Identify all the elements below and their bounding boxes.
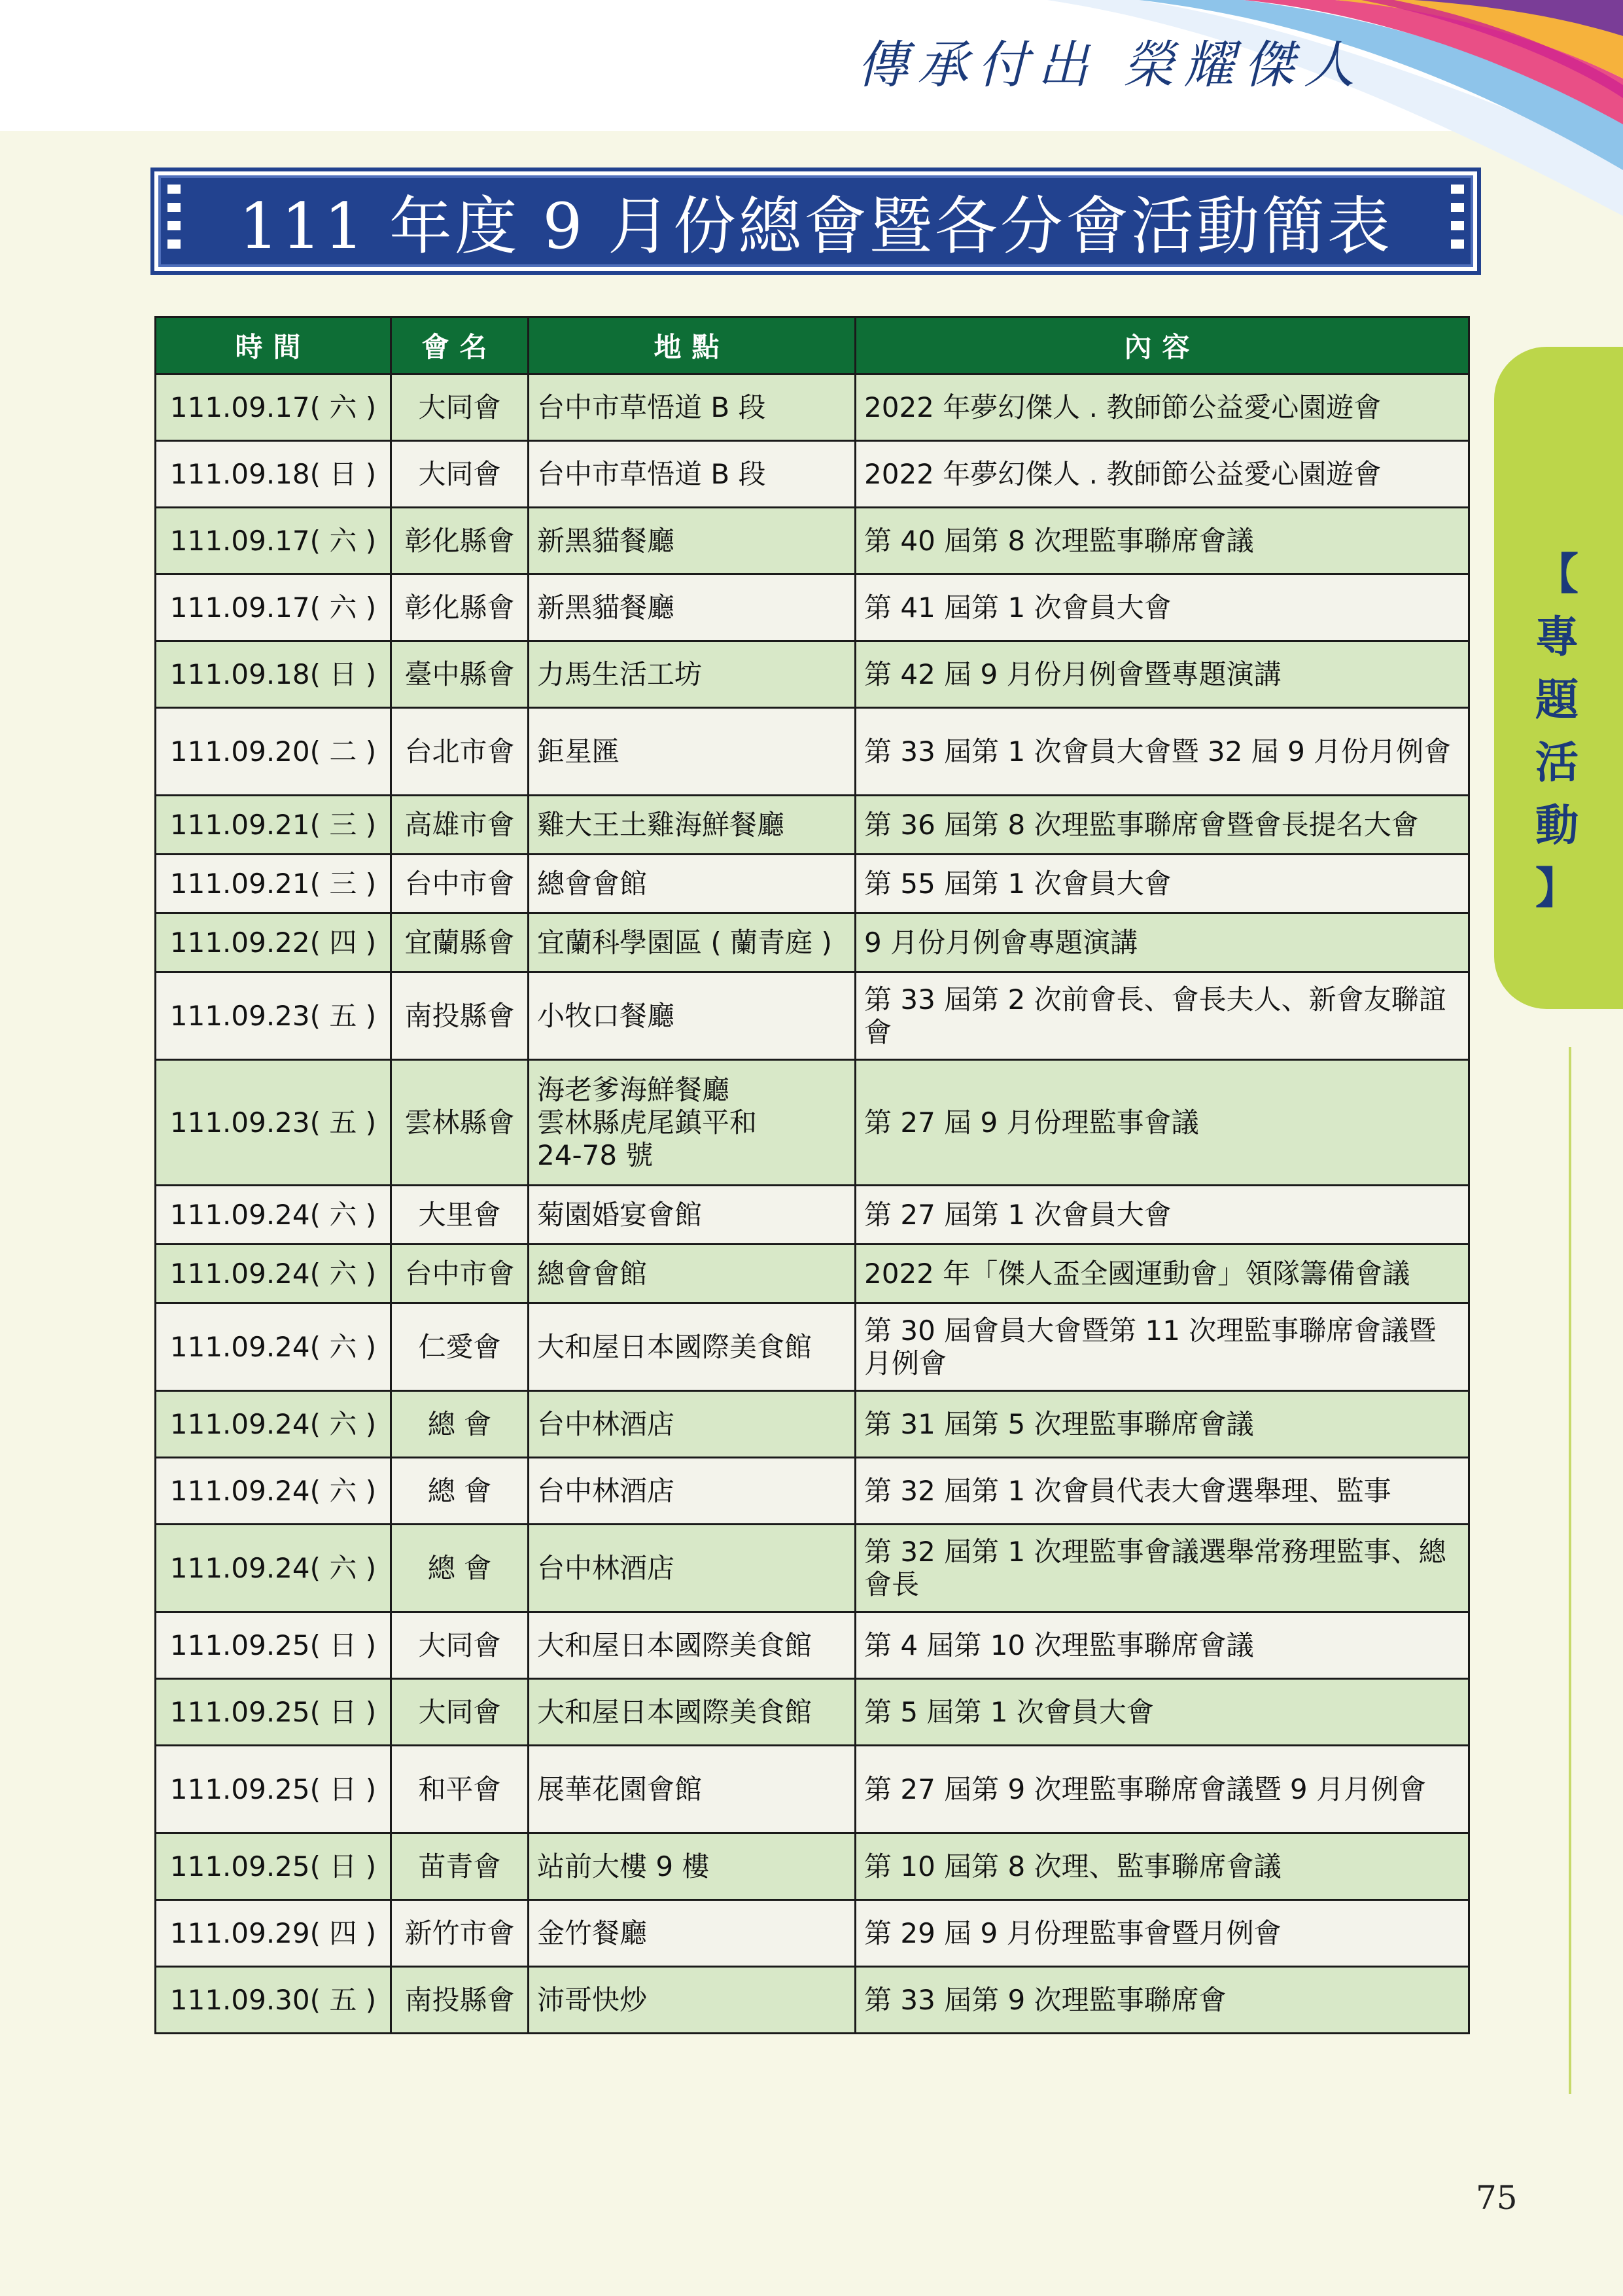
cell-club: 和平會 [391, 1746, 529, 1833]
cell-location: 力馬生活工坊 [529, 641, 856, 708]
cell-content: 2022 年「傑人盃全國運動會」領隊籌備會議 [856, 1245, 1469, 1303]
table-row [156, 1303, 1469, 1391]
cell-club: 大同會 [391, 374, 529, 441]
cell-content: 第 32 屆第 1 次理監事會議選舉常務理監事、總會長 [856, 1525, 1469, 1612]
cell-date: 111.09.25( 日 ) [156, 1612, 391, 1679]
cell-club: 南投縣會 [391, 1967, 529, 2034]
cell-club: 仁愛會 [391, 1303, 529, 1391]
header-club: 會名 [391, 317, 529, 374]
table-row [156, 1900, 1469, 1967]
cell-location: 台中市草悟道 B 段 [529, 374, 856, 441]
cell-club: 大同會 [391, 1612, 529, 1679]
cell-date: 111.09.23( 五 ) [156, 972, 391, 1060]
slogan: 傳承付出 榮耀傑人 [857, 36, 1364, 95]
cell-location: 小牧口餐廳 [529, 972, 856, 1060]
table-row [156, 1679, 1469, 1746]
cell-club: 苗青會 [391, 1833, 529, 1900]
cell-club: 雲林縣會 [391, 1060, 529, 1186]
cell-date: 111.09.24( 六 ) [156, 1303, 391, 1391]
cell-location: 站前大樓 9 樓 [529, 1833, 856, 1900]
table-row [156, 1186, 1469, 1245]
cell-date: 111.09.25( 日 ) [156, 1833, 391, 1900]
cell-location: 菊園婚宴會館 [529, 1186, 856, 1245]
table-row [156, 1458, 1469, 1525]
cell-location: 大和屋日本國際美食館 [529, 1303, 856, 1391]
cell-date: 111.09.23( 五 ) [156, 1060, 391, 1186]
cell-date: 111.09.21( 三 ) [156, 796, 391, 855]
cell-club: 總 會 [391, 1458, 529, 1525]
cell-location: 總會會館 [529, 855, 856, 913]
cell-club: 高雄市會 [391, 796, 529, 855]
table-row [156, 641, 1469, 708]
table-row [156, 374, 1469, 441]
cell-location: 雞大王土雞海鮮餐廳 [529, 796, 856, 855]
table-row [156, 1525, 1469, 1612]
table-row [156, 972, 1469, 1060]
cell-date: 111.09.18( 日 ) [156, 441, 391, 508]
cell-date: 111.09.17( 六 ) [156, 508, 391, 574]
cell-date: 111.09.20( 二 ) [156, 708, 391, 796]
cell-club: 台中市會 [391, 1245, 529, 1303]
cell-content: 第 4 屆第 10 次理監事聯席會議 [856, 1612, 1469, 1679]
cell-location: 新黑貓餐廳 [529, 508, 856, 574]
table-row [156, 913, 1469, 972]
cell-content: 第 33 屆第 9 次理監事聯席會 [856, 1967, 1469, 2034]
cell-content: 第 32 屆第 1 次會員代表大會選舉理、監事 [856, 1458, 1469, 1525]
table-row [156, 441, 1469, 508]
cell-club: 總 會 [391, 1525, 529, 1612]
cell-location: 大和屋日本國際美食館 [529, 1612, 856, 1679]
cell-content: 第 27 屆第 9 次理監事聯席會議暨 9 月月例會 [856, 1746, 1469, 1833]
table-row [156, 1746, 1469, 1833]
cell-content: 第 27 屆第 1 次會員大會 [856, 1186, 1469, 1245]
table-row [156, 1245, 1469, 1303]
cell-date: 111.09.24( 六 ) [156, 1458, 391, 1525]
cell-date: 111.09.21( 三 ) [156, 855, 391, 913]
cell-location: 台中林酒店 [529, 1391, 856, 1458]
header-location: 地點 [529, 317, 856, 374]
cell-club: 台北市會 [391, 708, 529, 796]
cell-club: 大同會 [391, 1679, 529, 1746]
cell-date: 111.09.25( 日 ) [156, 1679, 391, 1746]
cell-date: 111.09.17( 六 ) [156, 574, 391, 641]
cell-club: 臺中縣會 [391, 641, 529, 708]
cell-content: 第 29 屆 9 月份理監事會暨月例會 [856, 1900, 1469, 1967]
cell-club: 大里會 [391, 1186, 529, 1245]
activity-table [154, 316, 1470, 2034]
cell-content: 第 10 屆第 8 次理、監事聯席會議 [856, 1833, 1469, 1900]
table-row [156, 1833, 1469, 1900]
cell-date: 111.09.22( 四 ) [156, 913, 391, 972]
cell-date: 111.09.29( 四 ) [156, 1900, 391, 1967]
cell-location: 海老爹海鮮餐廳 雲林縣虎尾鎮平和 24-78 號 [529, 1060, 856, 1186]
cell-date: 111.09.17( 六 ) [156, 374, 391, 441]
cell-location: 鉅星匯 [529, 708, 856, 796]
cell-location: 宜蘭科學園區 ( 蘭青庭 ) [529, 913, 856, 972]
cell-date: 111.09.18( 日 ) [156, 641, 391, 708]
side-rule [1569, 1047, 1571, 2094]
cell-location: 台中市草悟道 B 段 [529, 441, 856, 508]
cell-content: 第 55 屆第 1 次會員大會 [856, 855, 1469, 913]
cell-content: 第 5 屆第 1 次會員大會 [856, 1679, 1469, 1746]
cell-date: 111.09.24( 六 ) [156, 1391, 391, 1458]
side-tab-label: 【 專 題 活 動 】 [1535, 549, 1579, 913]
cell-content: 第 36 屆第 8 次理監事聯席會暨會長提名大會 [856, 796, 1469, 855]
table-row [156, 708, 1469, 796]
cell-content: 9 月份月例會專題演講 [856, 913, 1469, 972]
cell-club: 南投縣會 [391, 972, 529, 1060]
cell-date: 111.09.24( 六 ) [156, 1245, 391, 1303]
cell-club: 彰化縣會 [391, 508, 529, 574]
table-row [156, 1967, 1469, 2034]
title-banner [154, 171, 1477, 271]
header-content: 內容 [856, 317, 1469, 374]
cell-content: 第 33 屆第 1 次會員大會暨 32 屆 9 月份月例會 [856, 708, 1469, 796]
cell-content: 2022 年夢幻傑人 . 教師節公益愛心園遊會 [856, 441, 1469, 508]
cell-content: 第 27 屆 9 月份理監事會議 [856, 1060, 1469, 1186]
cell-location: 台中林酒店 [529, 1525, 856, 1612]
page-number: 75 [1476, 2179, 1518, 2217]
header-time: 時間 [156, 317, 391, 374]
cell-date: 111.09.30( 五 ) [156, 1967, 391, 2034]
cell-content: 第 31 屆第 5 次理監事聯席會議 [856, 1391, 1469, 1458]
cell-location: 總會會館 [529, 1245, 856, 1303]
cell-club: 大同會 [391, 441, 529, 508]
cell-club: 彰化縣會 [391, 574, 529, 641]
cell-location: 大和屋日本國際美食館 [529, 1679, 856, 1746]
cell-content: 第 40 屆第 8 次理監事聯席會議 [856, 508, 1469, 574]
cell-content: 第 30 屆會員大會暨第 11 次理監事聯席會議暨月例會 [856, 1303, 1469, 1391]
cell-location: 台中林酒店 [529, 1458, 856, 1525]
table-row [156, 508, 1469, 574]
cell-location: 沛哥快炒 [529, 1967, 856, 2034]
cell-content: 第 33 屆第 2 次前會長、會長夫人、新會友聯誼會 [856, 972, 1469, 1060]
table-header-row [156, 317, 1469, 374]
cell-date: 111.09.25( 日 ) [156, 1746, 391, 1833]
cell-club: 新竹市會 [391, 1900, 529, 1967]
table-row [156, 1060, 1469, 1186]
cell-content: 第 42 屆 9 月份月例會暨專題演講 [856, 641, 1469, 708]
cell-content: 2022 年夢幻傑人 . 教師節公益愛心園遊會 [856, 374, 1469, 441]
cell-content: 第 41 屆第 1 次會員大會 [856, 574, 1469, 641]
cell-club: 宜蘭縣會 [391, 913, 529, 972]
table-row [156, 796, 1469, 855]
cell-club: 總 會 [391, 1391, 529, 1458]
table-row [156, 855, 1469, 913]
page-title: 111 年度 9 月份總會暨各分會活動簡表 [239, 189, 1393, 263]
cell-location: 金竹餐廳 [529, 1900, 856, 1967]
table-row [156, 1612, 1469, 1679]
table-row [156, 574, 1469, 641]
cell-location: 新黑貓餐廳 [529, 574, 856, 641]
cell-date: 111.09.24( 六 ) [156, 1525, 391, 1612]
cell-date: 111.09.24( 六 ) [156, 1186, 391, 1245]
cell-club: 台中市會 [391, 855, 529, 913]
table-row [156, 1391, 1469, 1458]
cell-location: 展華花園會館 [529, 1746, 856, 1833]
